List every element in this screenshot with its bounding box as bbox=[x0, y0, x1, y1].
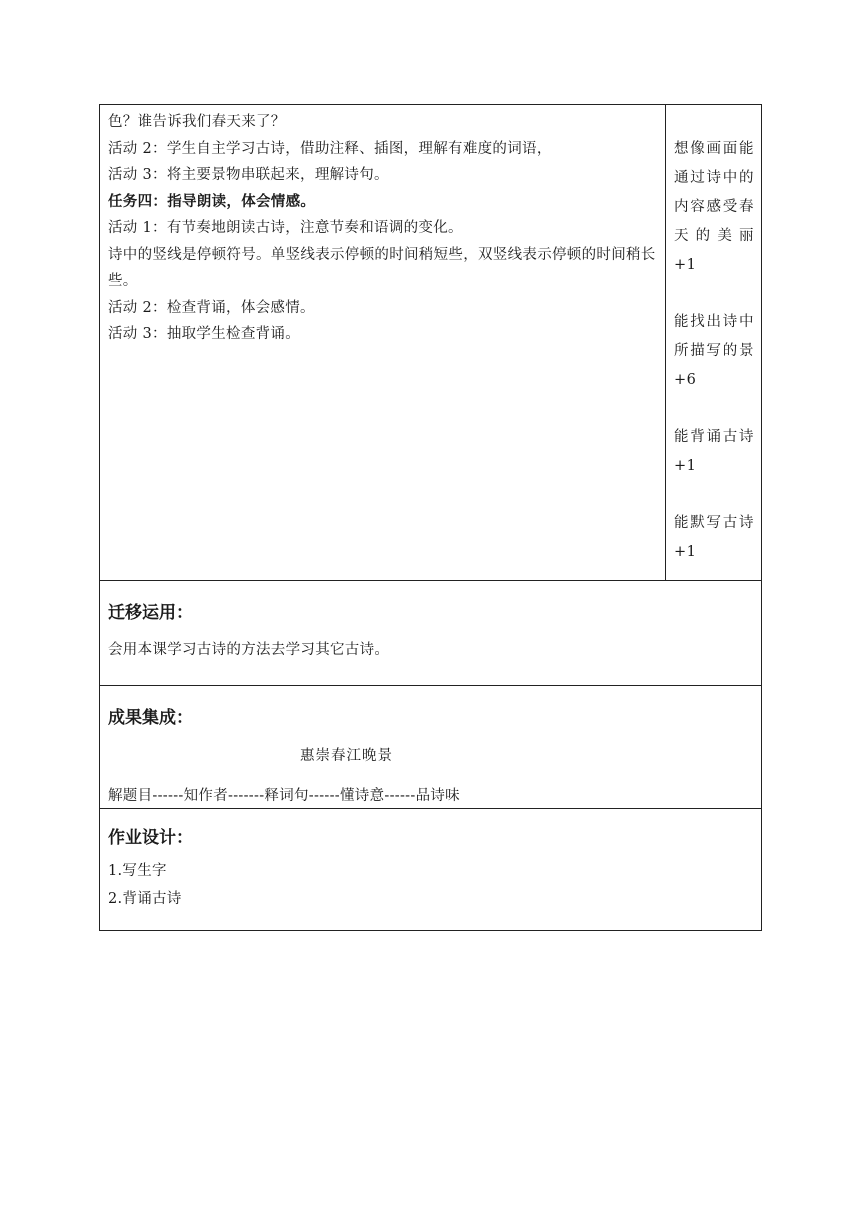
poem-title: 惠崇春江晚景 bbox=[300, 748, 393, 764]
activity-line: 活动 2：检查背诵，体会感情。 bbox=[108, 299, 315, 316]
evaluation-cell bbox=[666, 105, 761, 580]
homework-title: 作业设计： bbox=[108, 828, 193, 848]
transfer-row bbox=[100, 581, 761, 686]
evaluation-item: 能找出诗中所描写的景+6 bbox=[674, 314, 754, 388]
activity-line: 活动 3：将主要景物串联起来，理解诗句。 bbox=[108, 167, 389, 183]
lesson-table bbox=[99, 104, 762, 931]
transfer-text: 会用本课学习古诗的方法去学习其它古诗。 bbox=[108, 642, 390, 658]
activity-cell bbox=[100, 105, 666, 580]
results-title: 成果集成： bbox=[108, 708, 193, 728]
activity-line: 活动 1：有节奏地朗读古诗，注意节奏和语调的变化。 bbox=[108, 220, 463, 236]
learning-flow: 解题目------知作者-------释词句------懂诗意------品诗味 bbox=[108, 788, 460, 804]
evaluation-item: 能默写古诗+1 bbox=[674, 515, 754, 560]
homework-item: 1.写生字 bbox=[108, 863, 167, 879]
activity-line: 诗中的竖线是停顿符号。单竖线表示停顿的时间稍短些，双竖线表示停顿的时间稍长些。 bbox=[108, 246, 656, 289]
results-row bbox=[100, 686, 761, 809]
activity-line: 活动 3：抽取学生检查背诵。 bbox=[108, 326, 301, 342]
process-row bbox=[100, 105, 761, 581]
transfer-title: 迁移运用： bbox=[108, 603, 193, 623]
evaluation-item: 能背诵古诗+1 bbox=[674, 429, 754, 474]
homework-item: 2.背诵古诗 bbox=[108, 891, 182, 907]
homework-row bbox=[100, 809, 761, 930]
evaluation-item: 想像画面能通过诗中的内容感受春天的美丽+1 bbox=[674, 141, 754, 273]
task-heading: 任务四：指导朗读，体会情感。 bbox=[108, 193, 316, 210]
activity-line: 色？谁告诉我们春天来了？ bbox=[108, 114, 286, 130]
activity-line: 活动 2：学生自主学习古诗，借助注释、插图，理解有难度的词语， bbox=[108, 140, 552, 157]
